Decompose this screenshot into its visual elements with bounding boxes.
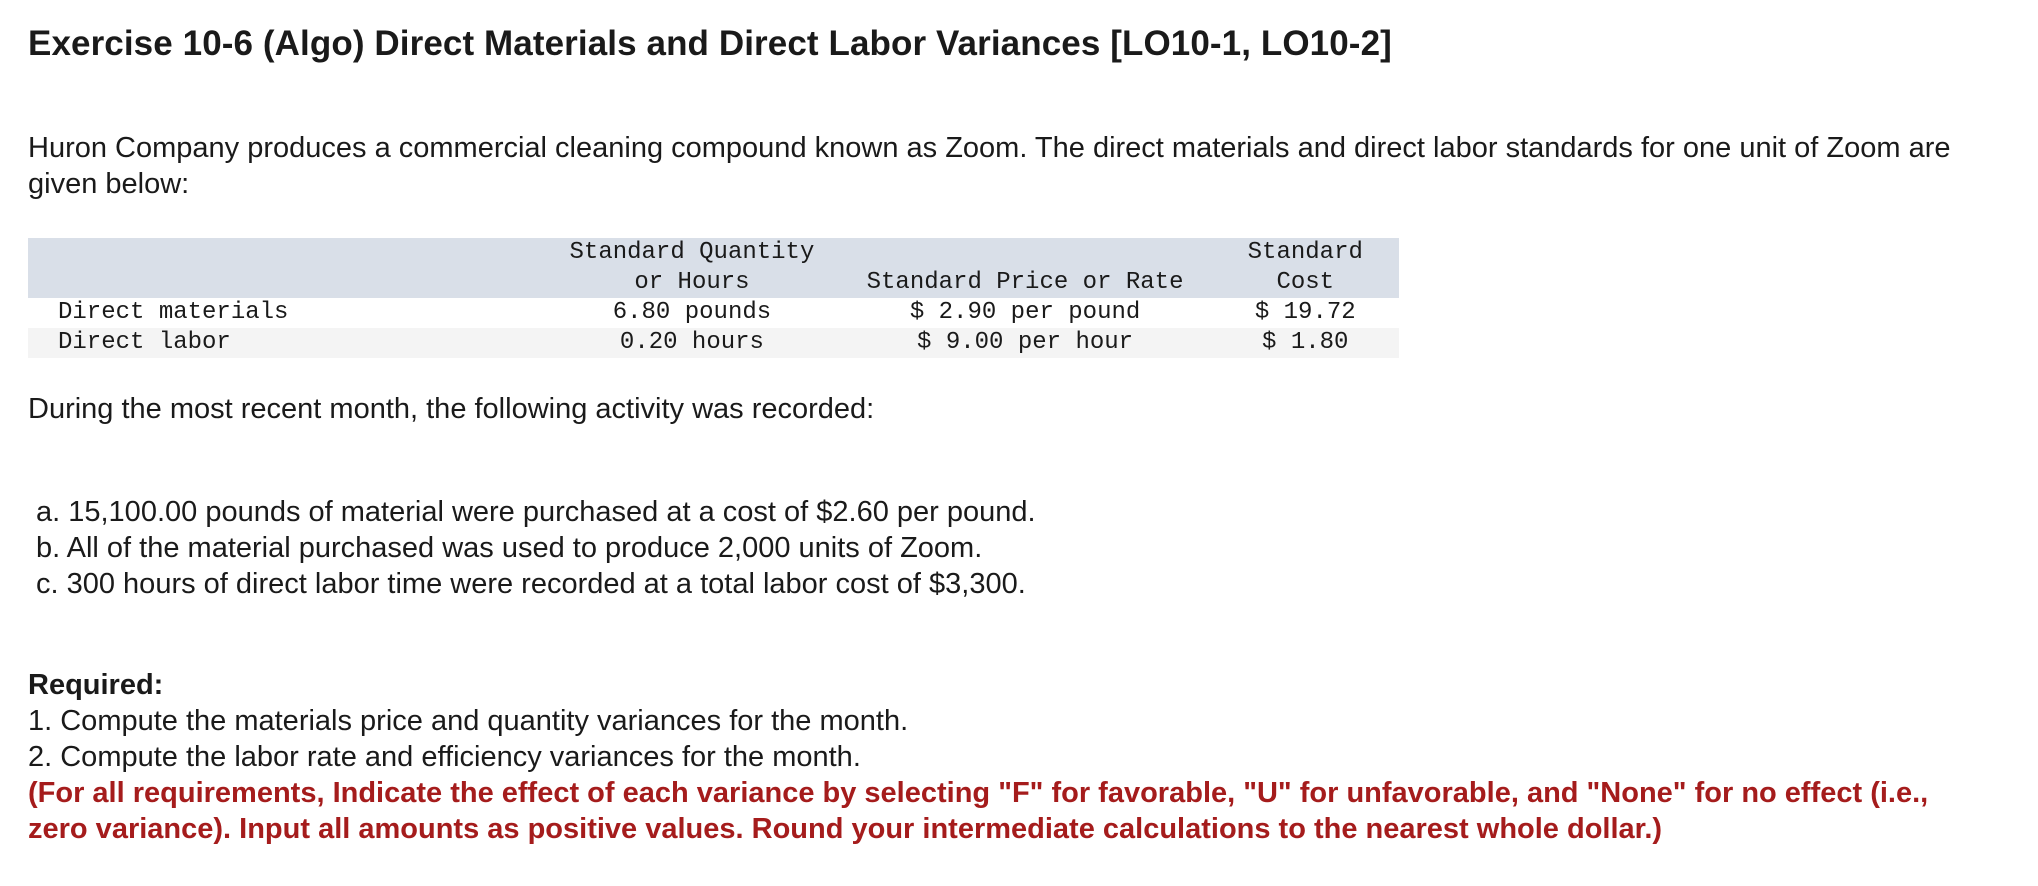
standards-table [28,238,1399,358]
row-price: $ 9.00 per hour [839,328,1212,358]
row-quantity: 6.80 pounds [545,298,838,328]
row-cost: $ 1.80 [1212,328,1399,358]
activity-item-c: c. 300 hours of direct labor time were recorded at a total labor cost of $3,300. [36,568,1026,600]
table-row-direct-labor [28,328,1399,358]
page-title: Exercise 10-6 (Algo) Direct Materials and Direct Labor Variances [LO10-1, LO10-2] [28,24,1392,63]
required-heading: Required: [28,669,164,701]
required-instruction: (For all requirements, Indicate the effect of each variance by selecting "F" for favorable, "U" for unfavorable, and "None" for no effect (i.e., zero variance). Input all amounts as positive values. Round your intermediate calculations to the nearest whole dollar.) [28,777,1929,845]
activity-intro: During the most recent month, the following activity was recorded: [28,393,875,425]
row-price: $ 2.90 per pound [839,298,1212,328]
header-item-blank [28,238,545,298]
table-row-direct-materials [28,298,1399,328]
header-quantity-line1: Standard Quantity [569,239,815,266]
required-item-1: 1. Compute the materials price and quantity variances for the month. [28,705,909,737]
row-cost: $ 19.72 [1212,298,1399,328]
header-cost-line2: Cost [1276,269,1335,296]
header-cost [1212,238,1399,298]
row-quantity: 0.20 hours [545,328,838,358]
required-item-2: 2. Compute the labor rate and efficiency variances for the month. [28,741,861,773]
row-item: Direct labor [28,328,545,358]
header-price: Standard Price or Rate [839,238,1212,298]
activity-list [36,494,1036,602]
standards-header-row [28,238,1399,298]
required-section [28,667,1978,847]
activity-item-b: b. All of the material purchased was used to produce 2,000 units of Zoom. [36,532,983,564]
header-quantity-line2: or Hours [634,269,750,296]
row-item: Direct materials [28,298,545,328]
header-cost-line1: Standard [1247,239,1363,266]
problem-intro: Huron Company produces a commercial cleaning compound known as Zoom. The direct materials and direct labor standards for one unit of Zoom are given below: [28,132,1951,200]
activity-item-a: a. 15,100.00 pounds of material were purchased at a cost of $2.60 per pound. [36,496,1036,528]
header-quantity [545,238,838,298]
